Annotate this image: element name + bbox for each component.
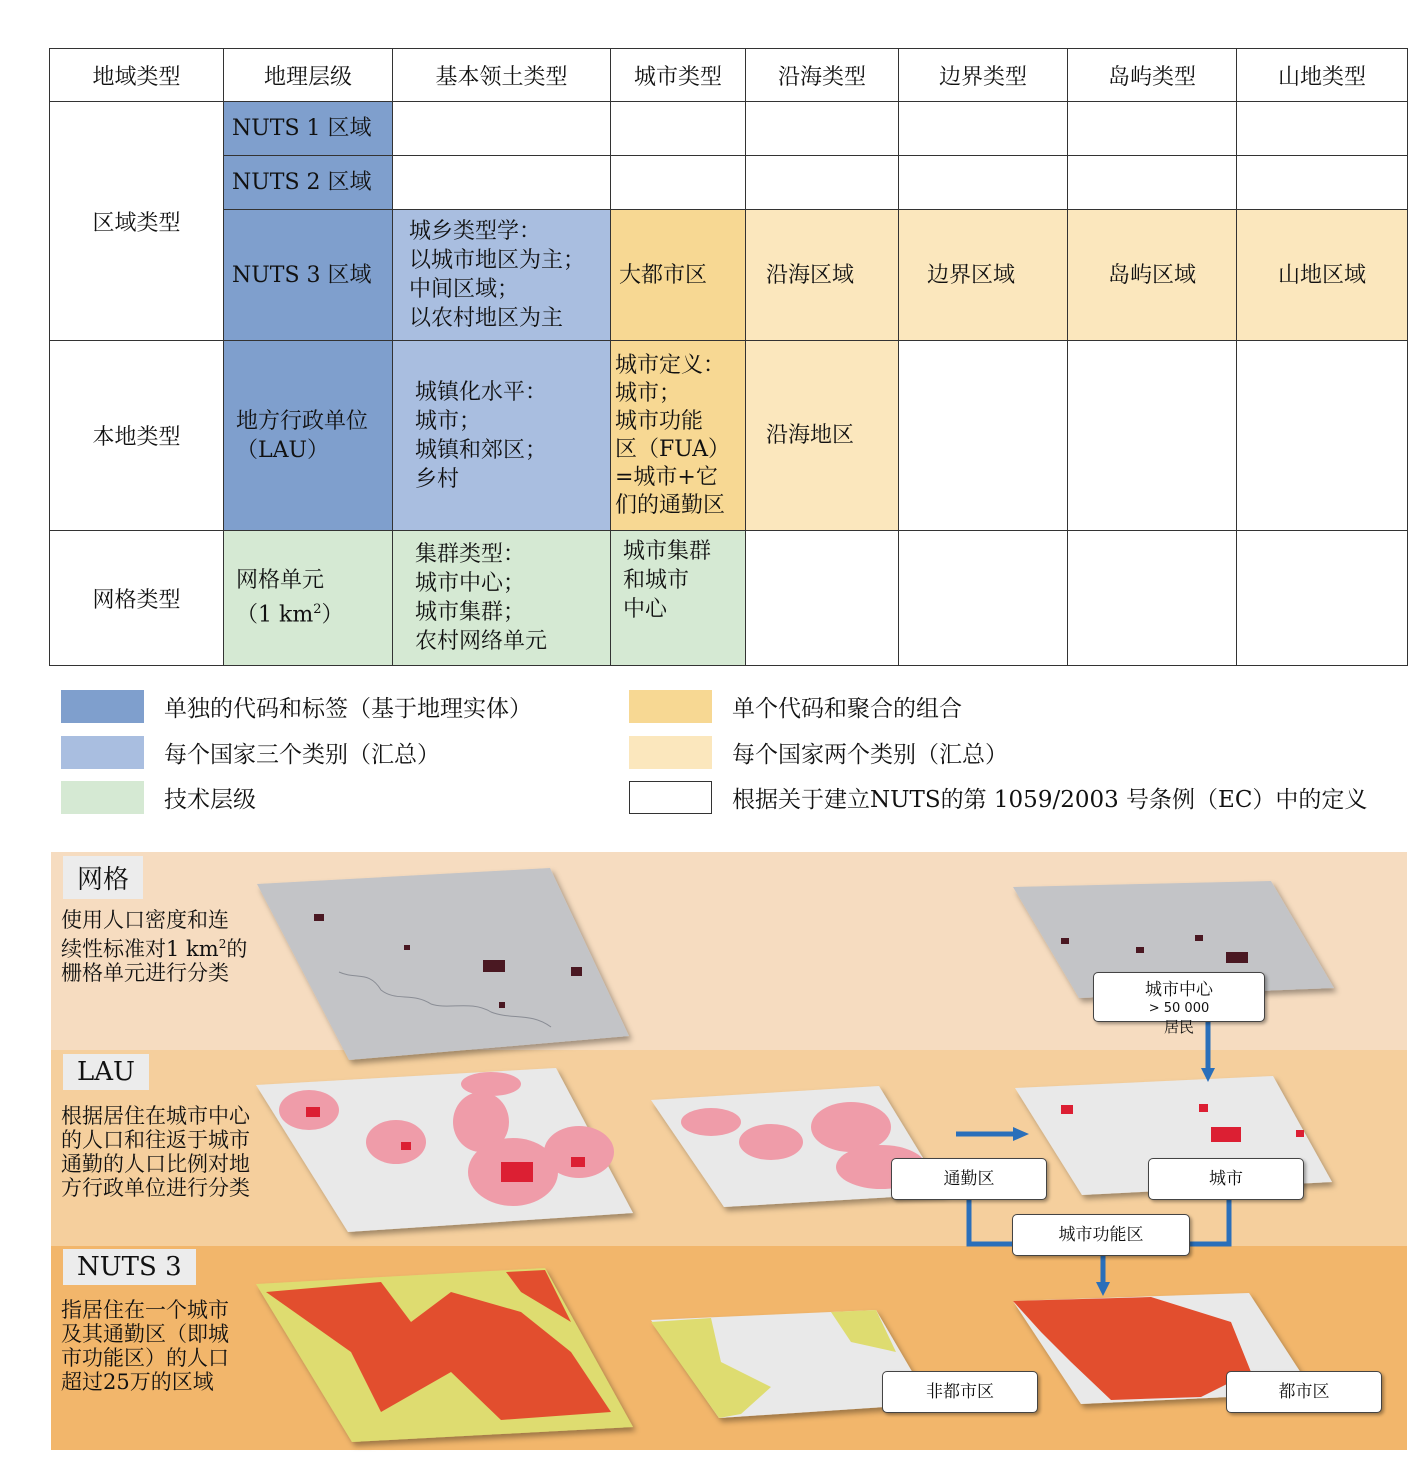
- cell-coastal-areas: 沿海地区: [746, 341, 899, 531]
- legend-swatch-green: [61, 781, 144, 814]
- empty-cell: [1068, 531, 1237, 666]
- callout-text: 城市中心: [1145, 980, 1213, 1000]
- cell-degree-of-urbanisation: 城镇化水平： 城市； 城镇和郊区； 乡村: [393, 341, 611, 531]
- empty-cell: [611, 102, 746, 156]
- legend-swatch-dark-blue: [61, 690, 144, 723]
- arrow-head: [1013, 1127, 1029, 1141]
- header-cell: 山地类型: [1237, 49, 1408, 102]
- callout-commuting-zone: 通勤区: [891, 1158, 1047, 1200]
- legend-swatch-cream: [629, 736, 712, 769]
- cell-urban-clusters: 城市集群 和城市 中心: [611, 531, 746, 666]
- cell-nuts2: NUTS 2 区域: [224, 156, 393, 210]
- table-row: [50, 531, 1408, 666]
- cell-grid-cells: [224, 531, 393, 666]
- grid-cluster: [314, 914, 324, 921]
- callout-city: 城市: [1148, 1158, 1304, 1200]
- callout-residents: 居民: [1163, 1018, 1194, 1036]
- empty-cell: [393, 156, 611, 210]
- legend-swatch-gold: [629, 690, 712, 723]
- header-cell: 基本领土类型: [393, 49, 611, 102]
- row-label-grid: 网格类型: [50, 531, 224, 666]
- empty-cell: [611, 156, 746, 210]
- empty-cell: [1068, 156, 1237, 210]
- header-cell: 地理层级: [224, 49, 393, 102]
- grid-map-left: [257, 868, 629, 1060]
- arrow-head: [1096, 1282, 1110, 1296]
- cell-nuts1: NUTS 1 区域: [224, 102, 393, 156]
- cell-nuts3: NUTS 3 区域: [224, 210, 393, 341]
- header-cell: 城市类型: [611, 49, 746, 102]
- legend-label: 每个国家两个类别（汇总）: [732, 741, 1008, 768]
- cell-urban-rural-typology: 城乡类型学： 以城市地区为主； 中间区域； 以农村地区为主: [393, 210, 611, 341]
- band-desc-text-end: 的 栅格单元进行分类: [61, 937, 248, 985]
- typology-table: [49, 48, 1408, 666]
- band-desc-nuts3: 指居住在一个城市 及其通勤区（即城 市功能区）的人口 超过25万的区域: [61, 1298, 229, 1394]
- grid-cell-text: 网格单元 （1 km: [236, 568, 325, 628]
- callout-text-line2: [1094, 1000, 1264, 1036]
- empty-cell: [746, 156, 899, 210]
- empty-cell: [1068, 341, 1237, 531]
- grid-cluster: [404, 945, 410, 950]
- legend-label: 根据关于建立NUTS的第 1059/2003 号条例（EC）中的定义: [732, 786, 1368, 813]
- table-row: [50, 210, 1408, 341]
- grid-cluster: [1061, 938, 1069, 944]
- legend-item: [629, 689, 962, 723]
- legend-swatch-light-blue: [61, 736, 144, 769]
- legend-item: [629, 780, 1367, 814]
- empty-cell: [1237, 102, 1408, 156]
- superscript-2: 2: [218, 937, 227, 951]
- legend-item: [629, 735, 1008, 769]
- empty-cell: [746, 102, 899, 156]
- cell-coastal-regions: 沿海区域: [746, 210, 899, 341]
- band-desc-grid: [61, 908, 271, 985]
- legend-label: 单独的代码和标签（基于地理实体）: [164, 695, 532, 722]
- empty-cell: [899, 102, 1068, 156]
- cell-lau: 地方行政单位 （LAU）: [224, 341, 393, 531]
- empty-cell: [899, 156, 1068, 210]
- band-title-grid: 网格: [63, 856, 143, 899]
- grid-cluster: [571, 967, 582, 976]
- table-row: [50, 102, 1408, 156]
- empty-cell: [1237, 156, 1408, 210]
- empty-cell: [899, 341, 1068, 531]
- grid-cell-close: ）: [321, 602, 344, 628]
- cell-island-regions: 岛屿区域: [1068, 210, 1237, 341]
- grid-cluster: [1136, 947, 1144, 953]
- empty-cell: [393, 102, 611, 156]
- empty-cell: [1237, 341, 1408, 531]
- callout-fua: 城市功能区: [1012, 1214, 1190, 1256]
- legend-label: 每个国家三个类别（汇总）: [164, 741, 440, 768]
- legend-item: [61, 689, 532, 723]
- cell-cluster-types: 集群类型： 城市中心； 城市集群； 农村网络单元: [393, 531, 611, 666]
- cell-mountain-regions: 山地区域: [1237, 210, 1408, 341]
- table-row: [50, 341, 1408, 531]
- cell-metro-regions: 大都市区: [611, 210, 746, 341]
- legend-label: 单个代码和聚合的组合: [732, 695, 962, 722]
- legend-item: [61, 735, 440, 769]
- band-title-nuts3: NUTS 3: [63, 1249, 196, 1285]
- legend-swatch-white: [629, 781, 712, 814]
- band-desc-lau: 根据居住在城市中心 的人口和往返于城市 通勤的人口比例对地 方行政单位进行分类: [61, 1104, 250, 1200]
- header-cell: 岛屿类型: [1068, 49, 1237, 102]
- legend-label: 技术层级: [164, 786, 256, 813]
- grid-cluster: [1226, 952, 1248, 963]
- row-label-local: 本地类型: [50, 341, 224, 531]
- header-row: [50, 49, 1408, 102]
- empty-cell: [1237, 531, 1408, 666]
- empty-cell: [1068, 102, 1237, 156]
- callout-non-metro: 非都市区: [882, 1371, 1038, 1413]
- empty-cell: [899, 531, 1068, 666]
- cell-border-regions: 边界区域: [899, 210, 1068, 341]
- nuts3-map-left: [256, 1268, 633, 1442]
- band-desc-text: 使用人口密度和连 续性标准对1 km: [61, 908, 229, 961]
- callout-city-center: [1093, 972, 1265, 1036]
- lau-map-left: [256, 1068, 633, 1232]
- table-row: [50, 156, 1408, 210]
- legend-item: [61, 780, 256, 814]
- row-label-regional: 区域类型: [50, 102, 224, 341]
- header-cell: 地域类型: [50, 49, 224, 102]
- callout-threshold: > 50 000: [1148, 1001, 1210, 1016]
- header-cell: 沿海类型: [746, 49, 899, 102]
- empty-cell: [746, 531, 899, 666]
- band-title-lau: LAU: [63, 1054, 149, 1090]
- layer-diagram: [51, 852, 1407, 1450]
- grid-cluster: [1195, 935, 1203, 941]
- callout-metro: 都市区: [1226, 1371, 1382, 1413]
- grid-cluster: [483, 960, 505, 972]
- grid-cluster: [499, 1002, 505, 1008]
- header-cell: 边界类型: [899, 49, 1068, 102]
- cell-city-definition: 城市定义： 城市； 城市功能 区（FUA） =城市+它 们的通勤区: [611, 341, 746, 531]
- superscript-2: 2: [313, 602, 322, 618]
